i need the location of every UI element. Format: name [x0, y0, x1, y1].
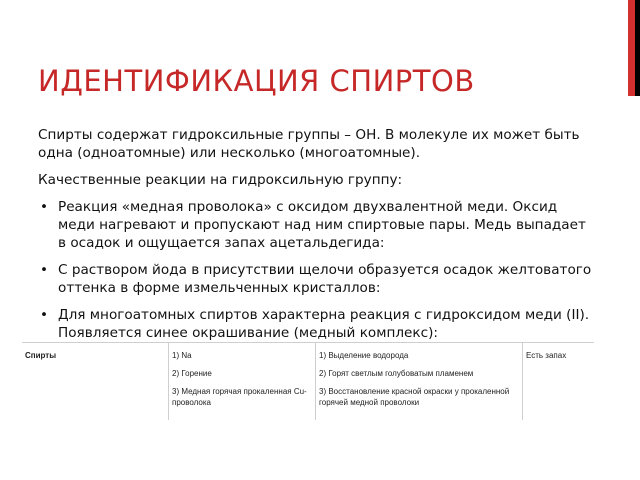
table-cell-observations — [316, 343, 523, 421]
reagent-1: 1) Na — [172, 351, 192, 360]
reagent-2: 2) Горение — [172, 369, 212, 378]
table-row — [22, 343, 594, 421]
slide-accent-bar — [628, 0, 640, 96]
list-item-text: Реакция «медная проволока» с оксидом двухвалентной меди. Оксид меди нагревают и пропускают над ним спиртовые пары. Медь выпадает в осадок и ощущается запах ацетальдегида: — [58, 199, 586, 251]
observation-3: 3) Восстановление красной окраски у прокаленной горячей медной проволоки — [319, 387, 510, 407]
reaction-list — [38, 198, 593, 342]
bullet-icon: • — [40, 262, 49, 278]
intro-paragraph: Спирты содержат гидроксильные группы – ОН. В молекуле их может быть одна (одноатомные) или несколько (многоатомные). — [38, 127, 580, 161]
slide-content — [38, 126, 593, 351]
bullet-icon: • — [40, 307, 49, 323]
slide-title: ИДЕНТИФИКАЦИЯ СПИРТОВ — [38, 64, 475, 98]
table-cell-alcohols: Спирты — [22, 343, 169, 421]
list-item — [38, 306, 593, 342]
reagent-3: 3) Медная горячая прокаленная Cu-проволока — [172, 387, 307, 407]
reactions-table — [22, 342, 594, 420]
observation-1: 1) Выделение водорода — [319, 351, 409, 360]
table-cell-reagents — [169, 343, 316, 421]
list-item-text: Для многоатомных спиртов характерна реакция с гидроксидом меди (II). Появляется синее окрашивание (медный комплекс): — [58, 307, 590, 341]
reactions-table-image — [22, 342, 594, 420]
subheading: Качественные реакции на гидроксильную группу: — [38, 172, 403, 188]
table-cell-smell: Есть запах — [523, 343, 595, 421]
observation-2: 2) Горят светлым голубоватым пламенем — [319, 369, 474, 378]
bullet-icon: • — [40, 199, 49, 215]
list-item-text: С раствором йода в присутствии щелочи образуется осадок желтоватого оттенка в форме измельченных кристаллов: — [58, 262, 592, 296]
accent-red-strip — [628, 0, 635, 96]
list-item — [38, 198, 593, 252]
list-item — [38, 261, 593, 297]
